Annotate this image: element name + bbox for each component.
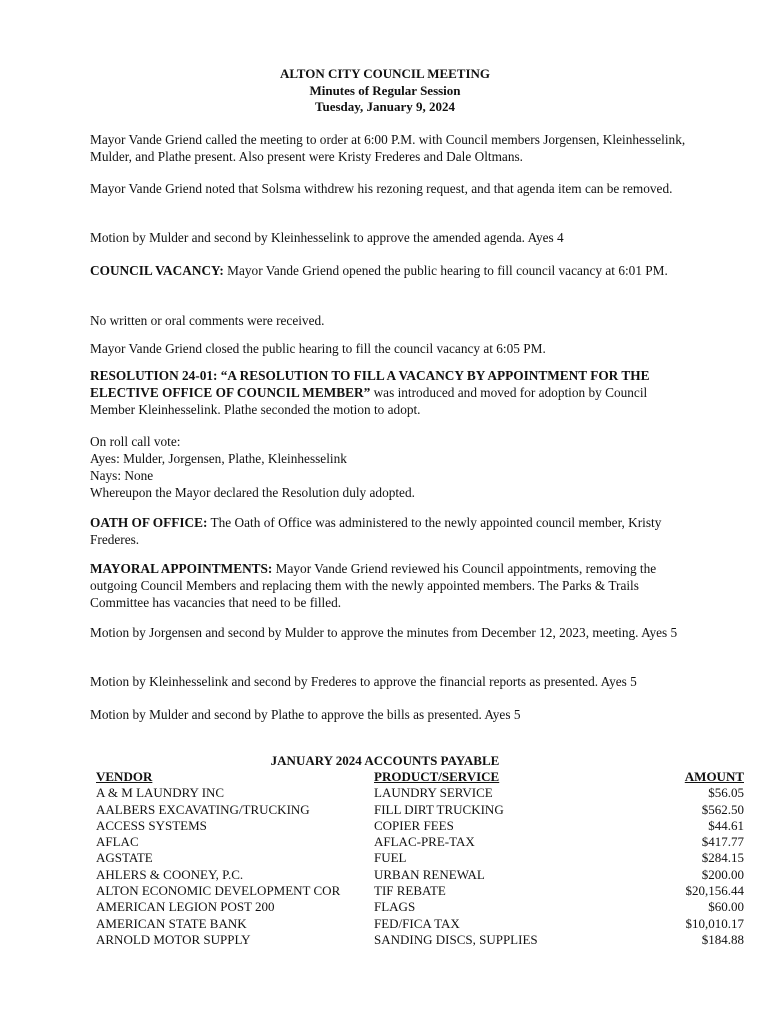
product-cell: LAUNDRY SERVICE bbox=[374, 785, 493, 801]
mayoral-appointments-text: Mayor Vande Griend reviewed his Council appointments, removing the outgoing Council Members and replacing them with the newly appointed members. The Parks & Trails Committee has vacancies that need to be filled. bbox=[90, 561, 657, 610]
vendor-cell: ALTON ECONOMIC DEVELOPMENT COR bbox=[96, 883, 341, 899]
product-cell: SANDING DISCS, SUPPLIES bbox=[374, 931, 538, 947]
product-cell: FUEL bbox=[374, 850, 407, 866]
table-row bbox=[96, 883, 744, 899]
financial-reports-paragraph: Motion by Kleinhesselink and second by Frederes to approve the financial reports as presented. Ayes 5 bbox=[90, 674, 637, 689]
vendor-cell: AGSTATE bbox=[96, 850, 153, 866]
council-vacancy-paragraph bbox=[90, 262, 690, 279]
table-row bbox=[96, 867, 744, 883]
amount-cell: $200.00 bbox=[701, 866, 744, 882]
table-row bbox=[96, 834, 744, 850]
oath-of-office-label: OATH OF OFFICE: bbox=[90, 515, 208, 530]
vendor-cell: ARNOLD MOTOR SUPPLY bbox=[96, 931, 251, 947]
table-row bbox=[96, 818, 744, 834]
call-to-order-paragraph: Mayor Vande Griend called the meeting to order at 6:00 P.M. with Council members Jorgensen, Kleinhesselink, Mulder, and Plathe present. Also present were Kristy Frederes and Dale Oltmans. bbox=[90, 132, 686, 164]
table-row bbox=[96, 899, 744, 915]
roll-call-heading: On roll call vote: bbox=[90, 434, 181, 449]
amount-cell: $10,010.17 bbox=[685, 915, 744, 931]
hearing-closed-paragraph: Mayor Vande Griend closed the public hearing to fill the council vacancy at 6:05 PM. bbox=[90, 341, 546, 356]
vendor-cell: A & M LAUNDRY INC bbox=[96, 785, 225, 801]
resolution-label: RESOLUTION 24-01: “A RESOLUTION TO FILL A VACANCY BY APPOINTMENT FOR THE ELECTIVE OFFICE OF COUNCIL MEMBER” bbox=[90, 368, 650, 400]
vendor-cell: AFLAC bbox=[96, 834, 139, 850]
amount-cell: $56.05 bbox=[708, 785, 744, 801]
meeting-date: Tuesday, January 9, 2024 bbox=[314, 99, 456, 114]
product-cell: FED/FICA TAX bbox=[374, 915, 460, 931]
amount-cell: $562.50 bbox=[701, 801, 744, 817]
table-row bbox=[96, 850, 744, 866]
oath-of-office-text: The Oath of Office was administered to the newly appointed council member, Kristy Frederes. bbox=[90, 515, 662, 547]
vendor-cell: AHLERS & COONEY, P.C. bbox=[96, 866, 244, 882]
amount-cell: $20,156.44 bbox=[685, 883, 744, 899]
amount-cell: $184.88 bbox=[701, 931, 744, 947]
accounts-payable-title: JANUARY 2024 ACCOUNTS PAYABLE bbox=[270, 753, 500, 768]
product-cell: URBAN RENEWAL bbox=[374, 866, 485, 882]
roll-call-nays: Nays: None bbox=[90, 468, 154, 483]
vendor-cell: AMERICAN LEGION POST 200 bbox=[96, 899, 275, 915]
minutes-approval-paragraph: Motion by Jorgensen and second by Mulder to approve the minutes from December 12, 2023, meeting. Ayes 5 bbox=[90, 625, 678, 640]
amount-cell: $417.77 bbox=[701, 834, 744, 850]
product-cell: TIF REBATE bbox=[374, 883, 446, 899]
meeting-title: ALTON CITY COUNCIL MEETING bbox=[279, 66, 491, 81]
amount-cell: $60.00 bbox=[708, 899, 744, 915]
product-cell: AFLAC-PRE-TAX bbox=[374, 834, 475, 850]
bills-approval-paragraph: Motion by Mulder and second by Plathe to approve the bills as presented. Ayes 5 bbox=[90, 707, 521, 722]
council-vacancy-text: Mayor Vande Griend opened the public hearing to fill council vacancy at 6:01 PM. bbox=[223, 263, 668, 278]
mayoral-appointments-label: MAYORAL APPOINTMENTS: bbox=[90, 561, 273, 576]
vendor-cell: ACCESS SYSTEMS bbox=[96, 817, 207, 833]
document-header bbox=[0, 66, 770, 116]
mayoral-appointments-paragraph bbox=[90, 560, 690, 611]
table-row bbox=[96, 932, 744, 948]
amount-header: AMOUNT bbox=[684, 769, 744, 784]
table-row bbox=[96, 785, 744, 801]
product-header: PRODUCT/SERVICE bbox=[374, 769, 500, 784]
table-row bbox=[96, 802, 744, 818]
rezoning-paragraph: Mayor Vande Griend noted that Solsma withdrew his rezoning request, and that agenda item can be removed. bbox=[90, 181, 673, 196]
session-subtitle: Minutes of Regular Session bbox=[309, 82, 461, 98]
product-cell: FILL DIRT TRUCKING bbox=[374, 801, 504, 817]
product-cell: COPIER FEES bbox=[374, 817, 454, 833]
vendor-cell: AMERICAN STATE BANK bbox=[96, 915, 247, 931]
roll-call-block bbox=[90, 433, 690, 501]
resolution-paragraph bbox=[90, 367, 690, 418]
table-header-row bbox=[96, 769, 744, 785]
table-row bbox=[96, 916, 744, 932]
vendor-cell: AALBERS EXCAVATING/TRUCKING bbox=[96, 801, 310, 817]
agenda-motion-paragraph: Motion by Mulder and second by Kleinhesselink to approve the amended agenda. Ayes 4 bbox=[90, 230, 564, 245]
roll-call-ayes: Ayes: Mulder, Jorgensen, Plathe, Kleinhesselink bbox=[90, 451, 347, 466]
accounts-payable-rows bbox=[96, 785, 744, 948]
oath-of-office-paragraph bbox=[90, 514, 690, 548]
council-vacancy-label: COUNCIL VACANCY: bbox=[90, 263, 224, 278]
resolution-adopted: Whereupon the Mayor declared the Resolution duly adopted. bbox=[90, 485, 415, 500]
vendor-header: VENDOR bbox=[96, 769, 153, 784]
product-cell: FLAGS bbox=[374, 899, 416, 915]
resolution-text: was introduced and moved for adoption by Council Member Kleinhesselink. Plathe seconded the motion to adopt. bbox=[90, 385, 648, 417]
amount-cell: $44.61 bbox=[708, 817, 744, 833]
amount-cell: $284.15 bbox=[701, 850, 744, 866]
accounts-payable-table bbox=[96, 769, 744, 948]
no-comments-paragraph: No written or oral comments were received. bbox=[90, 313, 325, 328]
